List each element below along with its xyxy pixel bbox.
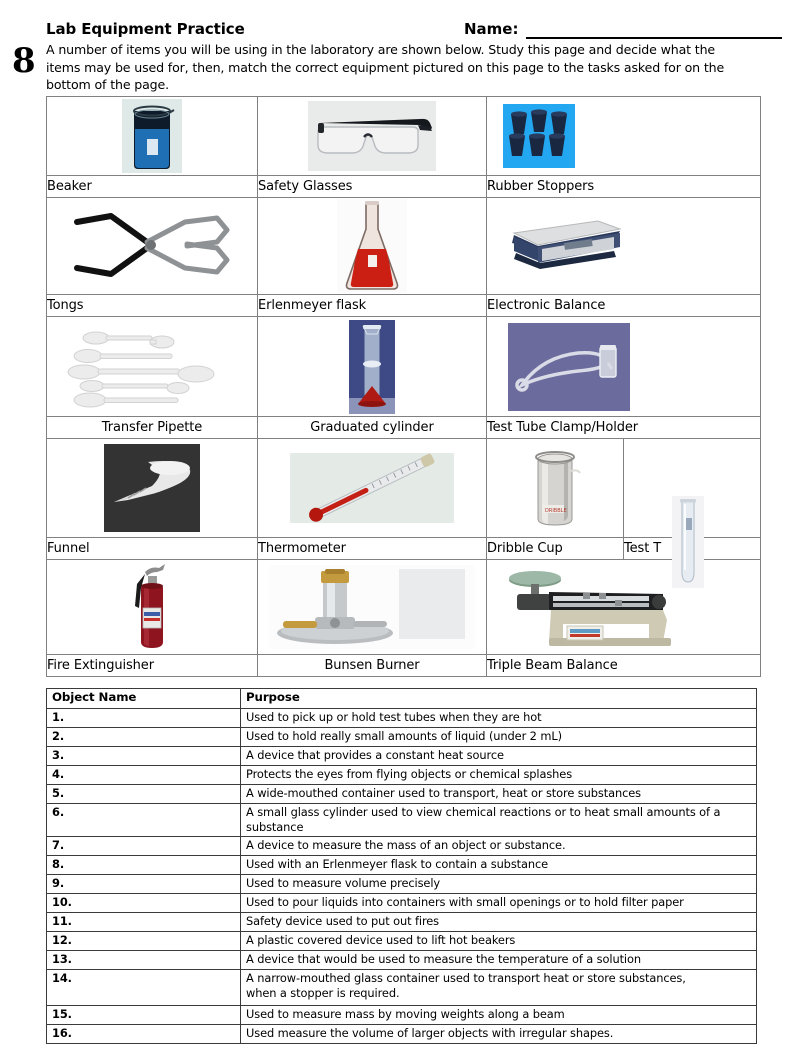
equipment-label: Thermometer — [258, 538, 487, 560]
table-row — [47, 951, 757, 970]
rubber-stoppers-photo-icon — [503, 104, 575, 168]
purpose-text: A wide-mouthed container used to transport, heat or store substances — [241, 785, 757, 804]
purpose-text: Safety device used to put out fires — [241, 913, 757, 932]
equipment-image-cell — [47, 560, 258, 655]
equipment-picture-row — [47, 198, 761, 295]
table-row — [47, 894, 757, 913]
purpose-text: Used to pick up or hold test tubes when they are hot — [241, 709, 757, 728]
object-name-blank[interactable]: 5. — [47, 785, 241, 804]
equipment-label: Erlenmeyer flask — [258, 295, 487, 317]
object-name-blank[interactable]: 6. — [47, 804, 241, 837]
object-name-blank[interactable]: 16. — [47, 1025, 241, 1044]
funnel-photo-icon — [104, 444, 200, 532]
triple-beam-balance-photo-icon — [491, 564, 677, 650]
name-label: Name: — [464, 20, 519, 38]
object-name-blank[interactable]: 7. — [47, 837, 241, 856]
object-name-blank[interactable]: 13. — [47, 951, 241, 970]
test-tube-clamp-photo-icon — [508, 323, 630, 411]
object-name-blank[interactable]: 12. — [47, 932, 241, 951]
table-row — [47, 913, 757, 932]
table-row — [47, 804, 757, 837]
fire-extinguisher-photo-icon — [123, 562, 181, 652]
equipment-label: Test Tube Clamp/Holder — [487, 417, 761, 439]
object-name-blank[interactable]: 4. — [47, 766, 241, 785]
table-row — [47, 875, 757, 894]
equipment-image-cell — [47, 439, 258, 538]
equipment-image-cell — [258, 439, 487, 538]
equipment-label: Graduated cylinder — [258, 417, 487, 439]
equipment-label: Tongs — [47, 295, 258, 317]
svg-text:DRIBBLE: DRIBBLE — [545, 508, 567, 514]
test-tube-photo-icon — [672, 496, 704, 588]
column-header-purpose: Purpose — [241, 689, 757, 709]
object-name-blank[interactable]: 11. — [47, 913, 241, 932]
table-row — [47, 766, 757, 785]
equipment-image-cell — [47, 97, 258, 176]
equipment-image-cell — [258, 317, 487, 417]
table-row — [47, 970, 757, 1006]
equipment-image-cell — [47, 317, 258, 417]
equipment-label: Safety Glasses — [258, 176, 487, 198]
electronic-balance-photo-icon — [502, 213, 626, 279]
page-number-marker: 8 — [12, 41, 36, 81]
equipment-image-cell — [258, 198, 487, 295]
purpose-text: Used to measure volume precisely — [241, 875, 757, 894]
equipment-label: Transfer Pipette — [47, 417, 258, 439]
column-header-object-name: Object Name — [47, 689, 241, 709]
equipment-image-cell — [487, 560, 761, 655]
table-row — [47, 709, 757, 728]
equipment-label-row — [47, 417, 761, 439]
equipment-label: Triple Beam Balance — [487, 655, 761, 677]
purpose-text: A device that would be used to measure the temperature of a solution — [241, 951, 757, 970]
equipment-picture-row — [47, 317, 761, 417]
object-name-blank[interactable]: 3. — [47, 747, 241, 766]
purpose-table — [46, 688, 757, 1044]
equipment-image-cell — [487, 97, 761, 176]
table-row — [47, 932, 757, 951]
purpose-text: A plastic covered device used to lift hot beakers — [241, 932, 757, 951]
name-write-in-line[interactable] — [526, 37, 782, 39]
purpose-text: Used to pour liquids into containers with small openings or to hold filter paper — [241, 894, 757, 913]
equipment-image-cell — [487, 439, 624, 538]
equipment-label: Electronic Balance — [487, 295, 761, 317]
transfer-pipette-photo-icon — [62, 326, 242, 408]
erlenmeyer-flask-photo-icon — [337, 199, 407, 293]
thermometer-photo-icon — [290, 453, 454, 523]
dribble-cup-photo-icon — [528, 447, 582, 529]
equipment-label: Funnel — [47, 538, 258, 560]
beaker-photo-icon — [122, 99, 182, 173]
equipment-label-row — [47, 295, 761, 317]
equipment-image-cell — [487, 198, 761, 295]
equipment-label-row — [47, 176, 761, 198]
purpose-text: A device that provides a constant heat source — [241, 747, 757, 766]
graduated-cylinder-photo-icon — [349, 320, 395, 414]
table-row — [47, 1025, 757, 1044]
table-row — [47, 856, 757, 875]
equipment-picture-row — [47, 97, 761, 176]
equipment-image-cell — [487, 317, 761, 417]
safety-glasses-photo-icon — [308, 101, 436, 171]
purpose-text: A device to measure the mass of an object or substance. — [241, 837, 757, 856]
equipment-picture-row — [47, 439, 761, 538]
table-row — [47, 1006, 757, 1025]
equipment-label: Dribble Cup — [487, 538, 624, 560]
equipment-picture-row — [47, 560, 761, 655]
purpose-text: Used to measure mass by moving weights along a beam — [241, 1006, 757, 1025]
table-row — [47, 728, 757, 747]
purpose-text: A small glass cylinder used to view chemical reactions or to heat small amounts of a substance — [241, 804, 757, 837]
object-name-blank[interactable]: 1. — [47, 709, 241, 728]
equipment-label: Bunsen Burner — [258, 655, 487, 677]
equipment-label-row — [47, 655, 761, 677]
tongs-photo-icon — [67, 202, 237, 290]
equipment-label-row — [47, 538, 761, 560]
table-row — [47, 747, 757, 766]
bunsen-burner-photo-icon — [269, 565, 475, 649]
purpose-text: A narrow-mouthed glass container used to transport heat or store substances, when a stopper is required. — [241, 970, 757, 1006]
page-title: Lab Equipment Practice — [46, 20, 245, 38]
object-name-blank[interactable]: 2. — [47, 728, 241, 747]
intro-paragraph: A number of items you will be using in the laboratory are shown below. Study this page and decide what the items may be used for, then, match the correct equipment pictured on this page to the tasks asked for on the bottom of the page. — [46, 42, 725, 92]
purpose-text: Protects the eyes from flying objects or chemical splashes — [241, 766, 757, 785]
equipment-image-cell — [258, 560, 487, 655]
equipment-label: Rubber Stoppers — [487, 176, 761, 198]
purpose-text: Used measure the volume of larger objects with irregular shapes. — [241, 1025, 757, 1044]
table-row — [47, 837, 757, 856]
table-row — [47, 785, 757, 804]
equipment-label: Fire Extinguisher — [47, 655, 258, 677]
equipment-image-cell — [47, 198, 258, 295]
purpose-text: Used with an Erlenmeyer flask to contain a substance — [241, 856, 757, 875]
equipment-label: Beaker — [47, 176, 258, 198]
purpose-table-header-row — [47, 689, 757, 709]
object-name-blank[interactable]: 14. — [47, 970, 241, 1006]
object-name-blank[interactable]: 10. — [47, 894, 241, 913]
equipment-image-cell — [258, 97, 487, 176]
purpose-text: Used to hold really small amounts of liquid (under 2 mL) — [241, 728, 757, 747]
object-name-blank[interactable]: 15. — [47, 1006, 241, 1025]
equipment-label-truncated: Test T — [624, 538, 761, 560]
equipment-grid — [46, 96, 761, 677]
object-name-blank[interactable]: 9. — [47, 875, 241, 894]
object-name-blank[interactable]: 8. — [47, 856, 241, 875]
worksheet-header — [0, 0, 791, 92]
